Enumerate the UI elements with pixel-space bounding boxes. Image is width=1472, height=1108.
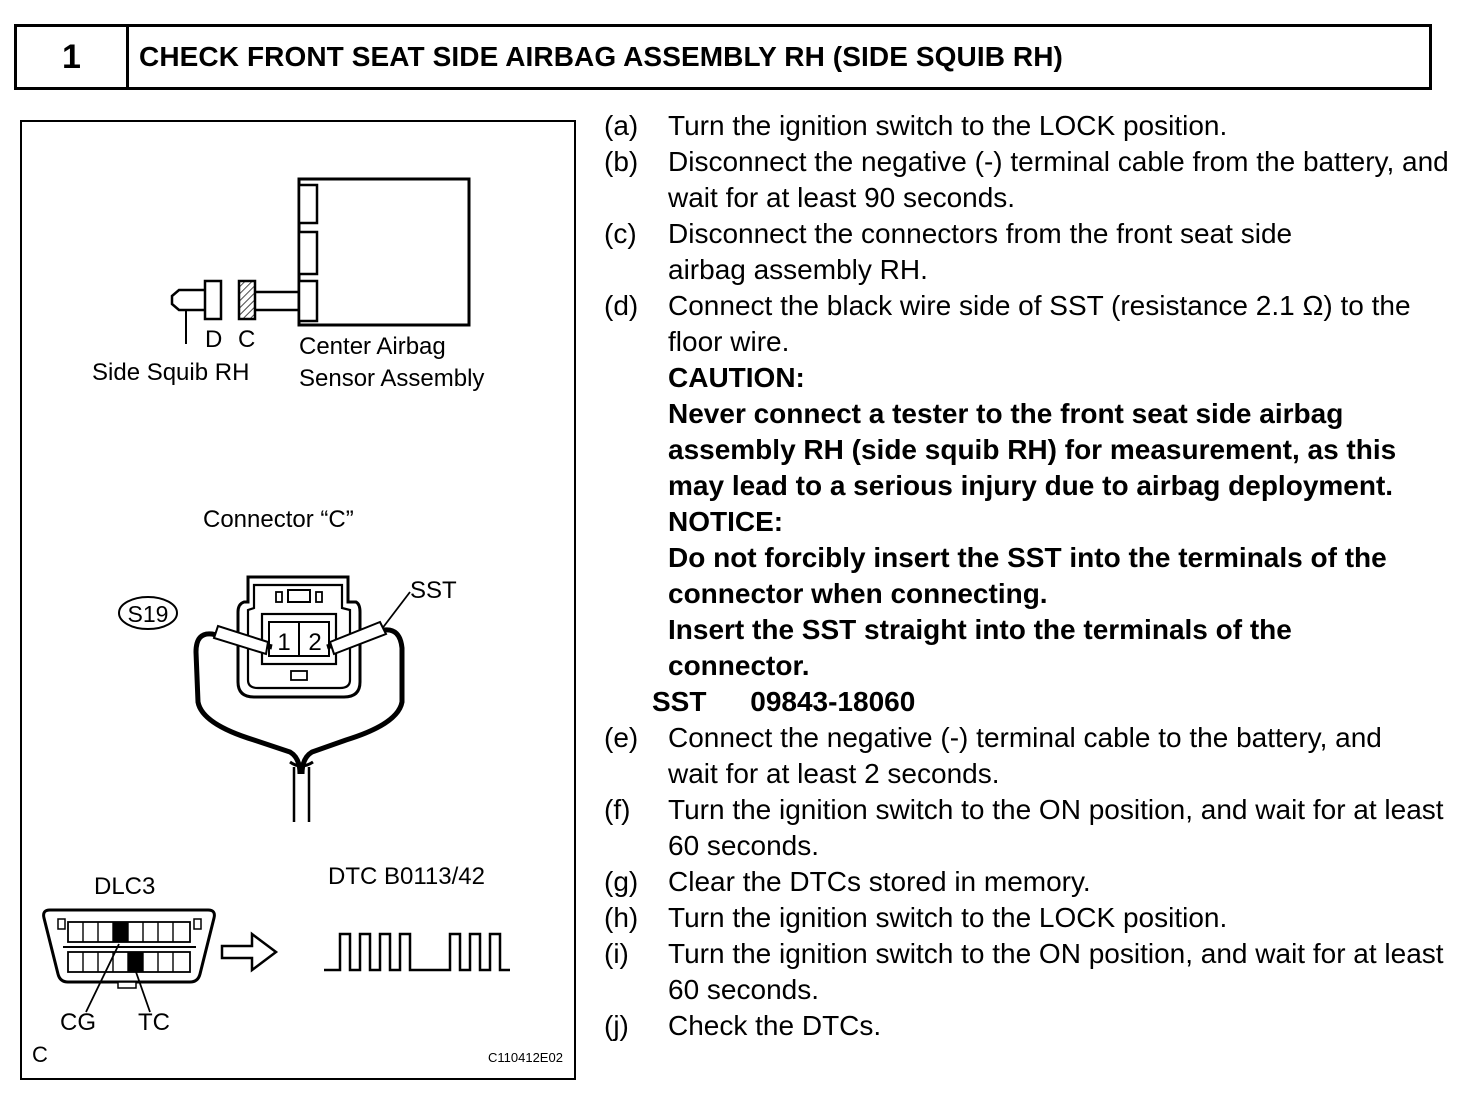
caution-label: CAUTION: — [668, 362, 805, 393]
notice-text-1: Do not forcibly insert the SST into the terminals of the connector when connecting. — [668, 542, 1387, 609]
side-squib-label: Side Squib RH — [92, 359, 250, 386]
s19-label: S19 — [127, 601, 169, 627]
sst-text-label: SST — [652, 686, 707, 717]
step-a-letter: (a) — [604, 110, 639, 141]
step-g-letter: (g) — [604, 866, 639, 897]
step-g-text: Clear the DTCs stored in memory. — [668, 866, 1091, 897]
step-header — [14, 24, 1432, 90]
connector-c-title: Connector “C” — [203, 506, 354, 533]
connector-illustration — [22, 122, 578, 1082]
sst-label: SST — [410, 577, 457, 604]
arrow-icon — [222, 934, 276, 970]
step-b-letter: (b) — [604, 146, 639, 177]
step-c-text: Disconnect the connectors from the front seat side airbag assembly RH. — [668, 218, 1293, 285]
tc-label: TC — [138, 1009, 170, 1036]
center-sensor-box — [299, 179, 469, 325]
sensor-slot-bottom — [299, 281, 317, 321]
step-h-text: Turn the ignition switch to the LOCK position. — [668, 902, 1228, 933]
step-g — [604, 864, 1454, 900]
step-c — [604, 216, 1454, 288]
sst-line — [652, 684, 1454, 720]
step-e — [604, 720, 1454, 792]
step-d-text: Connect the black wire side of SST (resistance 2.1 Ω) to the floor wire. — [668, 290, 1411, 357]
sensor-slot-top — [299, 185, 317, 223]
figure-id: C110412E02 — [488, 1050, 563, 1065]
sst-code: 09843-18060 — [750, 686, 916, 717]
step-b — [604, 144, 1454, 216]
step-h — [604, 900, 1454, 936]
notice-label: NOTICE: — [668, 506, 784, 537]
label-d: D — [205, 326, 223, 353]
step-title: CHECK FRONT SEAT SIDE AIRBAG ASSEMBLY RH (SIDE SQUIB RH) — [139, 41, 1063, 72]
connector-c-shape — [239, 281, 255, 319]
step-e-text: Connect the negative (-) terminal cable to the battery, and wait for at least 2 seconds. — [668, 722, 1382, 789]
caution-text: Never connect a tester to the front seat side airbag assembly RH (side squib RH) for measurement, as this may lead to a serious injury due to airbag deployment. — [668, 398, 1397, 501]
connector-d-shape — [205, 281, 221, 319]
step-c-letter: (c) — [604, 218, 637, 249]
step-j-text: Check the DTCs. — [668, 1010, 882, 1041]
pin-2-label: 2 — [308, 629, 322, 656]
dlc3-label: DLC3 — [94, 873, 156, 900]
center-airbag-label-1: Center Airbag — [299, 333, 446, 360]
sensor-slot-mid — [299, 232, 317, 274]
corner-label: C — [32, 1042, 48, 1067]
center-airbag-label-2: Sensor Assembly — [299, 365, 485, 392]
step-i — [604, 936, 1454, 1008]
cg-label: CG — [60, 1009, 96, 1036]
step-d — [604, 288, 1454, 360]
procedure-steps — [604, 108, 1454, 1044]
illustration-panel — [20, 120, 576, 1080]
step-f-text: Turn the ignition switch to the ON position, and wait for at least 60 seconds. — [668, 794, 1444, 861]
step-j-letter: (j) — [604, 1010, 629, 1041]
step-h-letter: (h) — [604, 902, 639, 933]
dtc-waveform — [324, 934, 510, 970]
step-f-letter: (f) — [604, 794, 631, 825]
step-i-letter: (i) — [604, 938, 629, 969]
step-j — [604, 1008, 1454, 1044]
caution-block — [668, 360, 1454, 684]
notice-text-2: Insert the SST straight into the terminals of the connector. — [668, 614, 1292, 681]
pin-1-label: 1 — [277, 629, 291, 656]
step-d-letter: (d) — [604, 290, 639, 321]
dtc-label: DTC B0113/42 — [328, 863, 485, 890]
step-i-text: Turn the ignition switch to the ON position, and wait for at least 60 seconds. — [668, 938, 1444, 1005]
step-number: 1 — [17, 27, 129, 87]
label-c: C — [238, 326, 256, 353]
step-b-text: Disconnect the negative (-) terminal cable from the battery, and wait for at least 90 seconds. — [668, 146, 1449, 213]
step-f — [604, 792, 1454, 864]
step-a-text: Turn the ignition switch to the LOCK position. — [668, 110, 1228, 141]
step-a — [604, 108, 1454, 144]
step-e-letter: (e) — [604, 722, 639, 753]
